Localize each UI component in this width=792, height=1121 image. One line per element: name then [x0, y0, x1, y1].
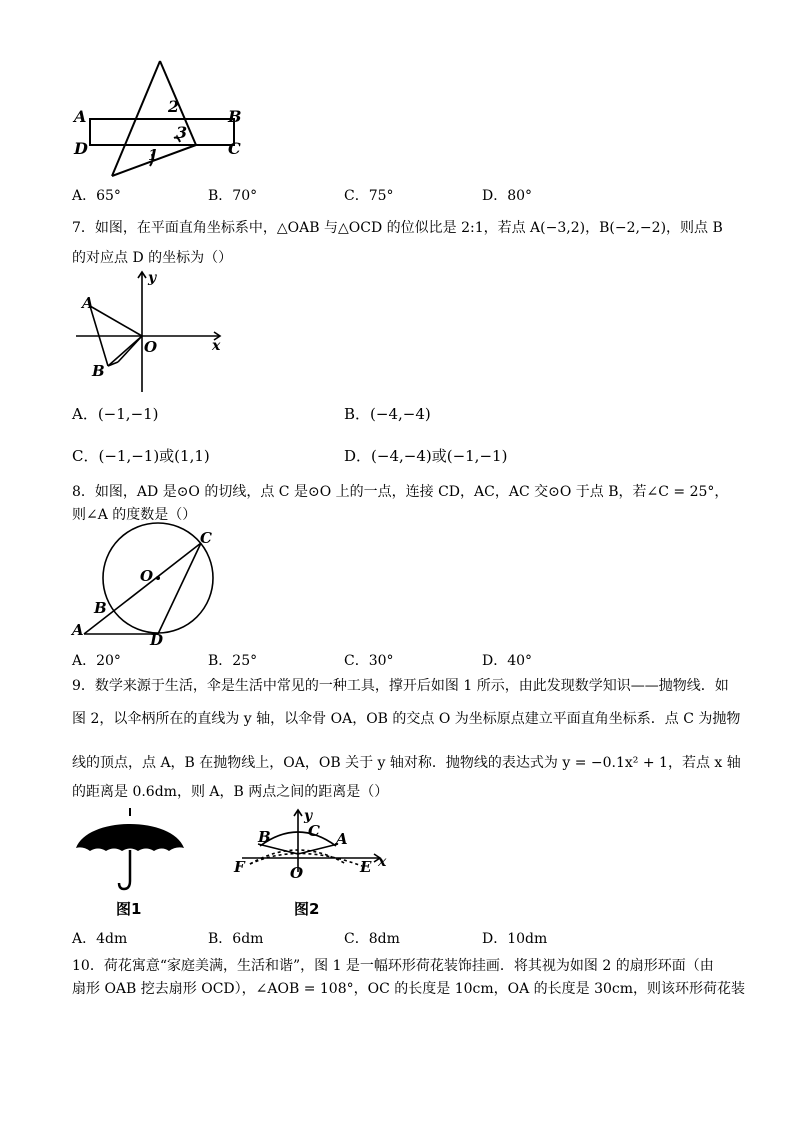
q9-parabola-figure [228, 806, 398, 924]
q7-label-y: y [148, 270, 157, 286]
q9-text-line1: 9．数学来源于生活，伞是生活中常见的一种工具，撑开后如图 1 所示，由此发现数学知识——抛物线．如 [72, 678, 729, 694]
q9-fig1-caption: 图1 [116, 900, 142, 918]
q9-text-line2: 图 2，以伞柄所在的直线为 y 轴，以伞骨 OA，OB 的交点 O 为坐标原点建立平面直角坐标系．点 C 为抛物 [72, 711, 741, 727]
q8-option-b: B．25° [208, 653, 258, 669]
q7-option-d: D．(−4,−4)或(−1,−1) [344, 447, 508, 465]
q6-option-a: A．65° [72, 188, 121, 204]
q9-fig2-label-B: B [258, 828, 271, 846]
q7-label-A: A [82, 294, 94, 312]
q6-label-2: 2 [168, 97, 180, 116]
q6-label-C: C [228, 139, 241, 158]
q7-label-O: O [144, 338, 158, 356]
q9-option-c: C．8dm [344, 931, 400, 947]
q8-text-line2: 则∠A 的度数是（） [72, 507, 197, 523]
q8-text-line1: 8．如图，AD 是⊙O 的切线，点 C 是⊙O 上的一点，连接 CD，AC，AC 交⊙O 于点 B，若∠C = 25°， [72, 484, 729, 500]
q7-option-b: B．(−4,−4) [344, 405, 431, 423]
q10-text-line2: 扇形 OAB 挖去扇形 OCD），∠AOB = 108°，OC 的长度是 10cm，OA 的长度是 30cm，则该环形荷花装 [72, 981, 746, 997]
q8-label-A: A [72, 621, 84, 639]
q8-option-c: C．30° [344, 653, 394, 669]
q8-option-d: D．40° [482, 653, 533, 669]
q9-fig2-label-O: O [290, 864, 304, 882]
q6-label-B: B [228, 107, 242, 126]
q6-label-D: D [74, 139, 88, 158]
q9-fig2-label-F: F [234, 858, 245, 876]
q9-fig2-label-E: E [360, 858, 372, 876]
q7-option-c: C．(−1,−1)或(1,1) [72, 447, 210, 465]
q8-option-a: A．20° [72, 653, 121, 669]
q8-label-B: B [94, 599, 107, 617]
q10-text-line1: 10．荷花寓意“家庭美满，生活和谐”，图 1 是一幅环形荷花装饰挂画．将其视为如图 2 的扇形环面（由 [72, 958, 714, 974]
q9-fig2-label-A: A [336, 830, 348, 848]
q6-option-c: C．75° [344, 188, 394, 204]
q7-option-a: A．(−1,−1) [72, 405, 159, 423]
q6-label-A: A [74, 107, 87, 126]
q9-fig2-caption: 图2 [294, 900, 320, 918]
q7-label-B: B [92, 362, 105, 380]
q8-label-C: C [200, 529, 212, 547]
q8-label-O: O [140, 567, 154, 585]
q9-option-d: D．10dm [482, 931, 548, 947]
q8-center-dot [156, 576, 160, 580]
q9-fig2-label-x: x [378, 854, 387, 870]
q7-text-line2: 的对应点 D 的坐标为（） [72, 250, 233, 266]
q9-text-line3: 线的顶点，点 A，B 在抛物线上，OA，OB 关于 y 轴对称．抛物线的表达式为 y = −0.1x² + 1，若点 x 轴 [72, 755, 741, 771]
q6-label-3: 3 [176, 123, 188, 142]
q9-option-a: A．4dm [72, 931, 128, 947]
q6-option-b: B．70° [208, 188, 258, 204]
q7-label-x: x [212, 338, 221, 354]
q9-umbrella-figure [72, 806, 192, 924]
q6-option-d: D．80° [482, 188, 533, 204]
q9-text-line4: 的距离是 0.6dm，则 A，B 两点之间的距离是（） [72, 784, 389, 800]
q7-text-line1: 7．如图，在平面直角坐标系中，△OAB 与△OCD 的位似比是 2:1，若点 A(−3,2)，B(−2,−2)，则点 B [72, 220, 723, 236]
q9-fig2-label-C: C [308, 822, 320, 840]
q8-label-D: D [150, 631, 164, 649]
q9-fig2-label-y: y [304, 808, 313, 824]
q9-option-b: B．6dm [208, 931, 264, 947]
q8-circle-figure [70, 523, 230, 649]
q6-figure [70, 58, 250, 188]
q6-label-1: 1 [148, 146, 159, 164]
q7-coordinate-figure [72, 268, 232, 396]
